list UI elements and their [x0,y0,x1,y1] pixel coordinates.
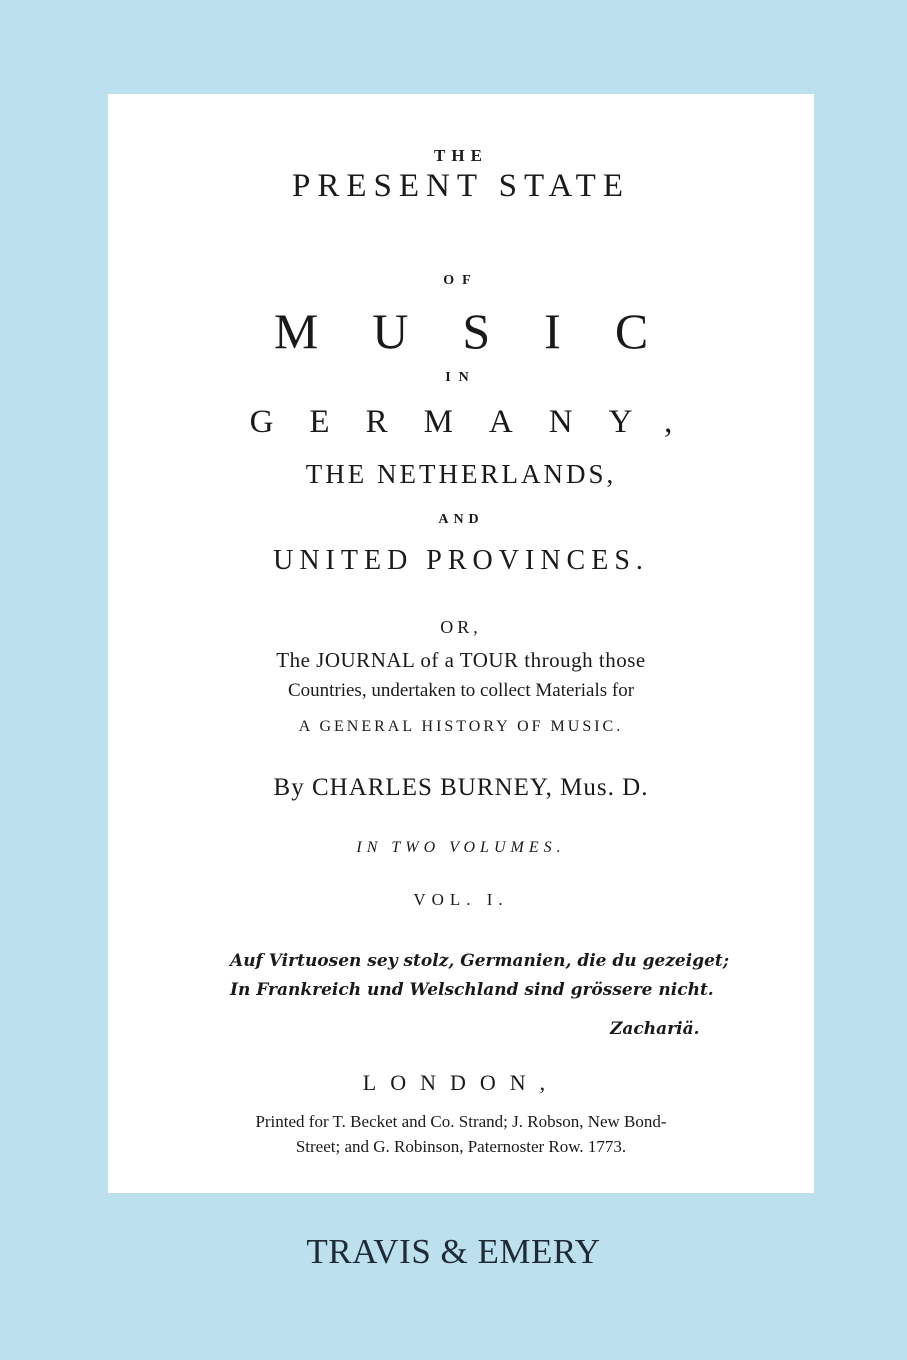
journal-line-2: Countries, undertaken to collect Materials for [287,680,635,701]
imprint-line-1: Printed for T. Becket and Co. Strand; J. Robson, New Bond- [255,1112,667,1131]
journal-line-1: The JOURNAL of a TOUR through those [276,648,646,672]
volumes-line: IN TWO VOLUMES. [356,839,566,856]
publisher-name: TRAVIS & EMERY [306,1232,601,1271]
motto-line-2: In Frankreich und Welschland sind grössere nicht. [230,980,714,1000]
title-of: OF [443,273,479,288]
title-page [108,94,814,1193]
motto-line-1: Auf Virtuosen sey stolz, Germanien, die du gezeiget; [230,951,730,971]
motto-attribution: Zachariä. [610,1019,700,1039]
title-united-provinces: UNITED PROVINCES. [273,545,649,576]
title-and: AND [438,512,484,527]
volume-number: VOL. I. [413,890,509,909]
title-germany: GERMANY, [249,404,709,440]
title-the: THE [434,146,488,165]
title-netherlands: THE NETHERLANDS, [305,459,617,489]
title-present-state: PRESENT STATE [291,168,631,204]
title-music: MUSIC [273,303,703,359]
title-or: OR, [440,617,482,637]
journal-line-3: A GENERAL HISTORY OF MUSIC. [298,718,624,735]
title-in: IN [445,370,477,385]
author-line: By CHARLES BURNEY, Mus. D. [273,774,649,801]
imprint-line-2: Street; and G. Robinson, Paternoster Row. 1773. [295,1137,627,1156]
imprint-city: LONDON, [362,1070,560,1095]
